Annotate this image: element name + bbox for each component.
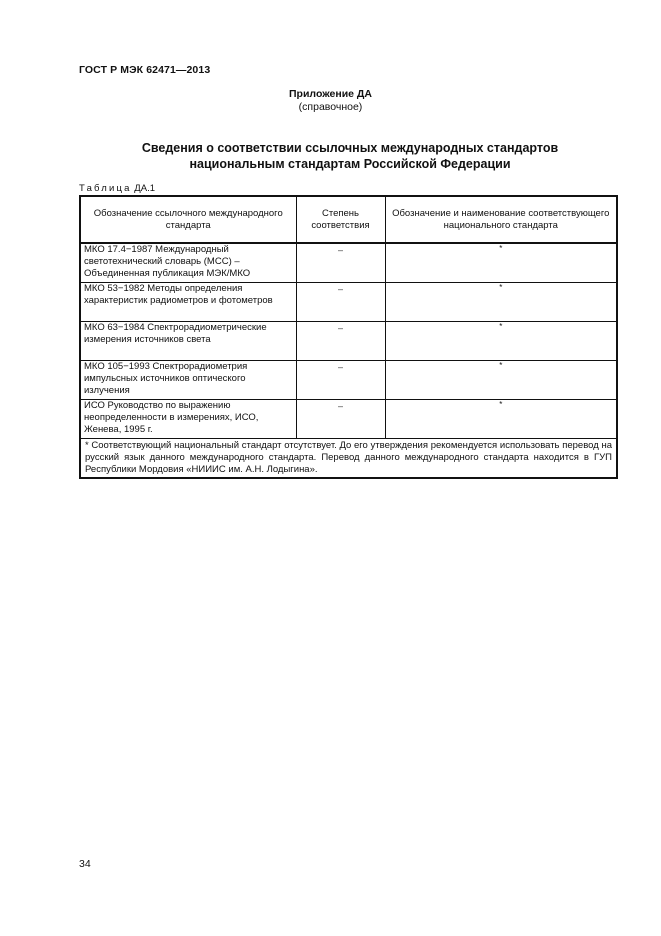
heading-line-1: Сведения о соответствии ссылочных международных стандартов (141, 141, 559, 155)
cell-standard: МКО 17.4−1987 Международный светотехнический словарь (МСС) – Объединенная публикация МЭК/МКО (80, 243, 296, 283)
table-label-number: ДА.1 (134, 183, 155, 194)
document-header: ГОСТ Р МЭК 62471—2013 (79, 64, 211, 76)
table-footnote: * Соответствующий национальный стандарт отсутствует. До его утверждения рекомендуется использовать перевод на русский язык данного международного стандарта. Перевод данного международного стандарта находится в ГУП Республики Мордовия «НИИИС им. А.Н. Лодыгина». (80, 439, 617, 479)
table-row (80, 243, 617, 283)
heading-line-2: национальным стандартам Российской Федерации (189, 157, 511, 171)
cell-degree: – (337, 284, 343, 294)
cell-standard: МКО 105−1993 Спектрорадиометрия импульсных источников оптического излучения (80, 361, 296, 400)
table-label (79, 183, 155, 194)
cell-standard: МКО 63−1984 Спектрорадиометрические измерения источников света (80, 322, 296, 361)
table-label-prefix: Таблица (79, 183, 132, 194)
annex-block (0, 88, 661, 114)
table-row (80, 322, 617, 361)
table-row (80, 400, 617, 439)
cell-degree: – (337, 362, 343, 372)
cell-degree: – (337, 401, 343, 411)
table-header-row (80, 196, 617, 243)
annex-subtitle: (справочное) (298, 101, 363, 113)
footnote-row (80, 439, 617, 479)
cell-degree: – (337, 245, 343, 255)
cell-national: * (499, 361, 503, 370)
header-national: Обозначение и наименование соответствующего национального стандарта (385, 196, 617, 243)
cell-national: * (499, 400, 503, 409)
page-number: 34 (79, 858, 91, 870)
table-row (80, 361, 617, 400)
header-degree: Степень соответствия (296, 196, 385, 243)
header-standard: Обозначение ссылочного международного стандарта (80, 196, 296, 243)
cell-national: * (499, 322, 503, 331)
section-heading (60, 140, 640, 172)
annex-title: Приложение ДА (289, 88, 372, 100)
cell-degree: – (337, 323, 343, 333)
cell-national: * (499, 244, 503, 253)
table-row (80, 283, 617, 322)
cell-standard: ИСО Руководство по выражению неопределенности в измерениях, ИСО, Женева, 1995 г. (80, 400, 296, 439)
cell-standard: МКО 53−1982 Методы определения характеристик радиометров и фотометров (80, 283, 296, 322)
cell-national: * (499, 283, 503, 292)
standards-table (79, 195, 618, 479)
